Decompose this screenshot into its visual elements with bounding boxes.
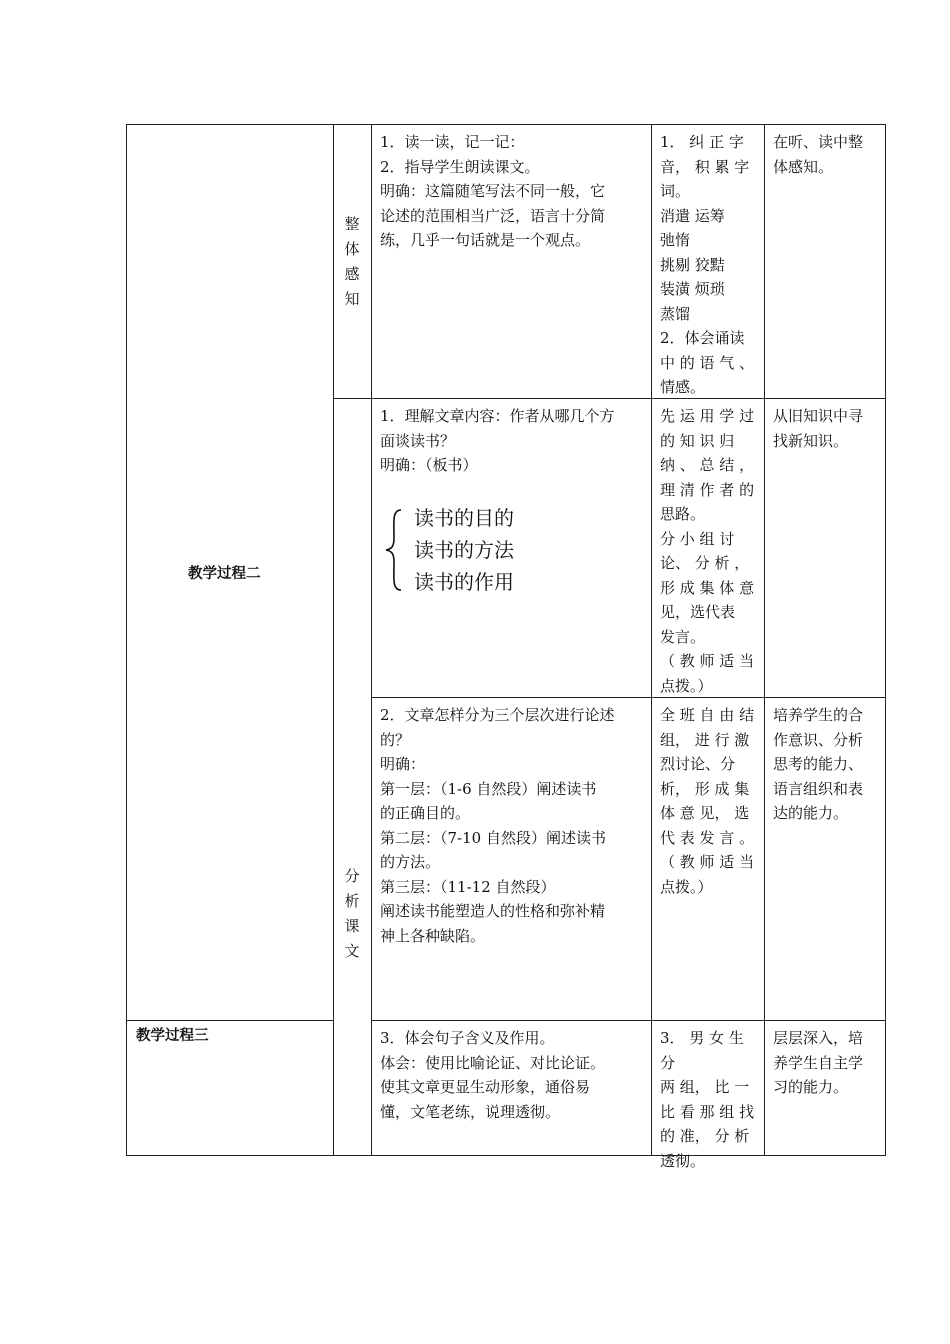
text-line: 面谈读书？ (380, 431, 456, 450)
row4-intent (765, 1022, 886, 1154)
text-line: 的方法。 (380, 853, 441, 871)
row2-intent (765, 400, 886, 697)
text-line: 使其文章更显生动形象，通俗易 (380, 1078, 591, 1096)
text-line: 挑剔 狡黠 (660, 255, 725, 274)
text-line: 论、 分 析 ， (660, 554, 750, 572)
text-line: 弛惰 (660, 231, 691, 249)
text-line: 的正确目的。 (380, 804, 471, 822)
text-line: 第二层：（7-10 自然段）阐述读书 (380, 828, 606, 847)
text-line: 2．指导学生朗读课文。 (380, 157, 540, 176)
column-divider (333, 124, 334, 1156)
section-char: 文 (344, 942, 360, 960)
section-char: 整 (344, 215, 360, 233)
text-line: （ 教 师 适 当 (660, 853, 755, 871)
text-line: 体会：使用比喻论证、对比论证。 (380, 1053, 606, 1072)
text-line: 1． 纠 正 字 (660, 133, 744, 151)
text-line: 明确：（板书） (380, 456, 478, 474)
text-line: 语言组织和表 (773, 779, 864, 798)
text-line: 消遣 运筹 (660, 206, 725, 225)
board-item: 读书的作用 (414, 570, 514, 594)
text-line: 分 小 组 讨 (660, 529, 735, 548)
board-item: 读书的目的 (414, 506, 514, 530)
section-char: 分 (344, 867, 360, 885)
text-line: 培养学生的合 (773, 706, 864, 724)
text-line: 点拨。） (660, 877, 713, 896)
text-line: 析， 形 成 集 (660, 779, 750, 798)
section-overall-label (342, 212, 362, 312)
text-line: 先 运 用 学 过 (660, 407, 755, 425)
curly-brace-icon (383, 508, 405, 592)
text-line: 论述的范围相当广泛，语言十分简 (380, 206, 606, 225)
text-line: 思路。 (660, 505, 706, 523)
row2-activity (652, 400, 764, 697)
text-line: 装潢 烦琐 (660, 280, 725, 298)
text-line: 代 表 发 言 。 (660, 828, 755, 847)
text-line: 纳 、 总 结 ， (660, 456, 755, 474)
text-line: 体感知。 (773, 157, 834, 176)
text-line: 第三层：（11-12 自然段） (380, 877, 556, 896)
text-line: 烈讨论、分 (660, 755, 736, 773)
text-line: 第一层：（1-6 自然段）阐述读书 (380, 779, 597, 798)
section-char: 感 (344, 265, 360, 283)
row1-intent (765, 126, 886, 398)
row3-content (372, 699, 651, 1020)
text-line: 中 的 语 气 、 (660, 353, 755, 372)
row1-content (372, 126, 651, 398)
text-line: 从旧知识中寻 (773, 407, 864, 425)
row3-intent (765, 699, 886, 1020)
text-line: 全 班 自 由 结 (660, 706, 755, 724)
text-line: 蒸馏 (660, 304, 691, 323)
row4-activity (652, 1022, 764, 1170)
row-divider (126, 1020, 333, 1021)
text-line: 习的能力。 (773, 1078, 849, 1096)
process-three-label (136, 1024, 209, 1045)
text-line: 两 组， 比 一 (660, 1078, 750, 1096)
text-line: 找新知识。 (773, 431, 849, 450)
section-analysis-label (342, 864, 362, 964)
section-char: 课 (344, 917, 360, 935)
text-line: 练，几乎一句话就是一个观点。 (380, 231, 591, 249)
section-char: 析 (344, 892, 360, 910)
text-line: 情感。 (660, 378, 706, 396)
text-line: 发言。 (660, 627, 706, 646)
text-line: 音， 积 累 字 (660, 157, 750, 176)
text-line: （ 教 师 适 当 (660, 652, 755, 670)
text-line: 的 知 识 归 (660, 431, 735, 450)
text-line: 2．文章怎样分为三个层次进行论述 (380, 706, 615, 724)
text-line: 明确：这篇随笔写法不同一般，它 (380, 182, 606, 200)
section-char: 知 (344, 290, 360, 308)
text-line: 作意识、分析 (773, 730, 864, 749)
board-item: 读书的方法 (414, 538, 514, 562)
text-line: 词。 (660, 182, 691, 200)
section-char: 体 (344, 240, 360, 258)
text-line: 见，选代表 (660, 603, 736, 621)
board-outline (414, 502, 514, 598)
text-line: 2．体会诵读 (660, 329, 745, 347)
row-divider (371, 697, 886, 698)
text-line: 3． 男 女 生 分 (660, 1029, 744, 1072)
text-line: 明确： (380, 755, 426, 773)
row-divider (333, 398, 886, 399)
text-line: 神上各种缺陷。 (380, 926, 486, 945)
text-line: 的？ (380, 730, 411, 749)
row1-activity (652, 126, 764, 398)
text-line: 理 清 作 者 的 (660, 480, 755, 499)
text-line: 比 看 那 组 找 (660, 1102, 755, 1121)
text-line: 达的能力。 (773, 804, 849, 822)
text-line: 阐述读书能塑造人的性格和弥补精 (380, 902, 606, 920)
text-line: 层层深入，培 (773, 1029, 864, 1047)
text-line: 懂，文笔老练，说理透彻。 (380, 1102, 561, 1121)
process-three-text: 教学过程三 (136, 1028, 209, 1044)
text-line: 3．体会句子含义及作用。 (380, 1029, 555, 1047)
row4-content (372, 1022, 651, 1154)
text-line: 1．读一读，记一记： (380, 133, 525, 151)
row3-activity (652, 699, 764, 1020)
text-line: 在听、读中整 (773, 133, 864, 151)
process-two-label: 教学过程二 (188, 566, 261, 582)
text-line: 透彻。 (660, 1151, 706, 1170)
text-line: 思考的能力、 (773, 755, 864, 773)
text-line: 形 成 集 体 意 (660, 578, 755, 597)
text-line: 养学生自主学 (773, 1053, 864, 1072)
text-line: 组， 进 行 激 (660, 730, 750, 749)
text-line: 1．理解文章内容：作者从哪几个方 (380, 407, 615, 425)
text-line: 的 准， 分 析 (660, 1127, 750, 1145)
text-line: 点拨。） (660, 676, 713, 695)
row2-content (372, 400, 651, 496)
row-divider (371, 1020, 886, 1021)
text-line: 体 意 见， 选 (660, 804, 750, 822)
